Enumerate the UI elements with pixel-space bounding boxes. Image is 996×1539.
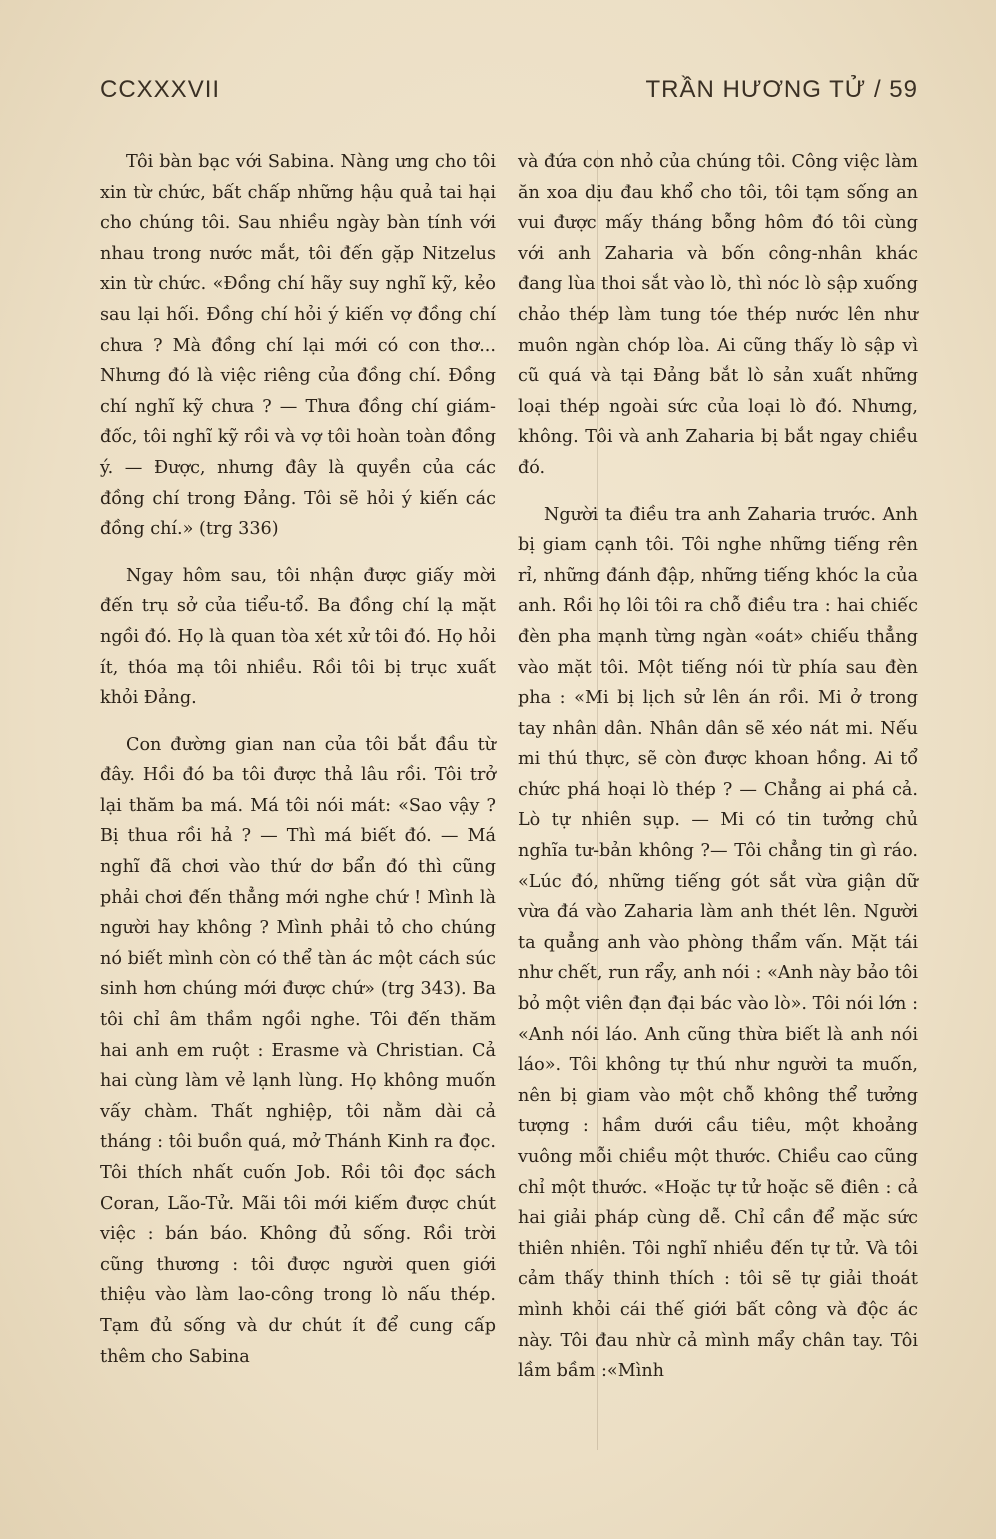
paragraph: Người ta điều tra anh Zaharia trước. Anh bị giam cạnh tôi. Tôi nghe những tiếng rên rỉ, những đánh đập, những tiếng khóc la của anh. Rồi họ lôi tôi ra chỗ điều tra : hai chiếc đèn pha mạnh từng ngàn «oát» chiếu thẳng vào mặt tôi. Một tiếng nói từ phía sau đèn pha : «Mi bị lịch sử lên án rồi. Mi ở trong tay nhân dân. Nhân dân sẽ xéo nát mi. Nếu mi thú thực, sẽ còn được khoan hồng. Ai tổ chức phá hoại lò thép ? — Chẳng ai phá cả. Lò tự nhiên sụp. — Mi có tin tưởng chủ nghĩa tư-bản không ?— Tôi chẳng tin gì ráo. «Lúc đó, những tiếng gót sắt vừa giận dữ vừa đá vào Zaharia làm anh thét lên. Người ta quẳng anh vào phòng thẩm vấn. Mặt tái như chết, run rẩy, anh nói : «Anh này bảo tôi bỏ một viên đạn đại bác vào lò». Tôi nói lớn : «Anh nói láo. Anh cũng thừa biết là anh nói láo». Tôi không tự thú như người ta muốn, nên bị giam vào một chỗ không thể tưởng tượng : hầm dưới cầu tiêu, một khoảng vuông mỗi chiều một thước. Chiều cao cũng chỉ một thước. «Hoặc tự tử hoặc sẽ điên : cả hai giải pháp cùng dễ. Chỉ cần để mặc sức thiên nhiên. Tôi nghĩ nhiều đến tự tử. Và tôi cảm thấy thinh thích : tôi sẽ tự giải thoát mình khỏi cái thế giới bất công và độc ác này. Tôi đau nhừ cả mình mẩy chân tay. Tôi lầm bầm :«Mình [518, 504, 918, 1382]
running-head-page-number: TRẦN HƯƠNG TỬ / 59 [645, 76, 918, 103]
paragraph: Ngay hôm sau, tôi nhận được giấy mời đến trụ sở của tiểu-tổ. Ba đồng chí lạ mặt ngồi đó. Họ là quan tòa xét xử tôi đó. Họ hỏi ít, thóa mạ tôi nhiều. Rồi tôi bị trục xuất khỏi Đảng. [100, 565, 496, 709]
page-header [100, 76, 918, 110]
right-column [518, 147, 918, 1387]
chapter-number: CCXXXVII [100, 76, 221, 103]
paragraph: Tôi bàn bạc với Sabina. Nàng ưng cho tôi xin từ chức, bất chấp những hậu quả tai hại cho chúng tôi. Sau nhiều ngày bàn tính với nhau trong nước mắt, tôi đến gặp Nitzelus xin từ chức. «Đồng chí hãy suy nghĩ kỹ, kẻo sau lại hối. Đồng chí hỏi ý kiến vợ đồng chí chưa ? Mà đồng chí lại mới có con thơ... Nhưng đó là việc riêng của đồng chí. Đồng chí nghĩ kỹ chưa ? — Thưa đồng chí giám-đốc, tôi nghĩ kỹ rồi và vợ tôi hoàn toàn đồng ý. — Được, nhưng đây là quyền của các đồng chí trong Đảng. Tôi sẽ hỏi ý kiến các đồng chí.» (trg 336) [100, 152, 496, 540]
left-column [100, 147, 496, 1372]
paragraph: Con đường gian nan của tôi bắt đầu từ đây. Hồi đó ba tôi được thả lâu rồi. Tôi trở lại thăm ba má. Má tôi nói mát: «Sao vậy ? Bị thua rồi hả ? — Thì má biết đó. — Má nghĩ đã chơi vào thứ dơ bẩn đó thì cũng phải chơi đến thẳng mới nghe chứ ! Mình là người hay không ? Mình phải tỏ cho chúng nó biết mình còn có thể tàn ác một cách súc sinh hơn chúng mới được chứ» (trg 343). Ba tôi chỉ âm thầm ngồi nghe. Tôi đến thăm hai anh em ruột : Erasme và Christian. Cả hai cùng làm vẻ lạnh lùng. Họ không muốn vấy chàm. Thất nghiệp, tôi nằm dài cả tháng : tôi buồn quá, mở Thánh Kinh ra đọc. Tôi thích nhất cuốn Job. Rồi tôi đọc sách Coran, Lão-Tử. Mãi tôi mới kiếm được chút việc : bán báo. Không đủ sống. Rồi trời cũng thương : tôi được người quen giới thiệu vào làm lao-công trong lò nấu thép. Tạm đủ sống và dư chút ít để cung cấp thêm cho Sabina [100, 734, 496, 1367]
paragraph: và đứa con nhỏ của chúng tôi. Công việc làm ăn xoa dịu đau khổ cho tôi, tôi tạm sống an vui được mấy tháng bỗng hôm đó tôi cùng với anh Zaharia và bốn công-nhân khác đang lùa thoi sắt vào lò, thì nóc lò sập xuống chảo thép làm tung tóe thép nước lên như muôn ngàn chóp lòa. Ai cũng thấy lò sập vì cũ quá và tại Đảng bắt lò sản xuất những loại thép ngoài sức của loại lò đó. Nhưng, không. Tôi và anh Zaharia bị bắt ngay chiều đó. [518, 152, 918, 478]
